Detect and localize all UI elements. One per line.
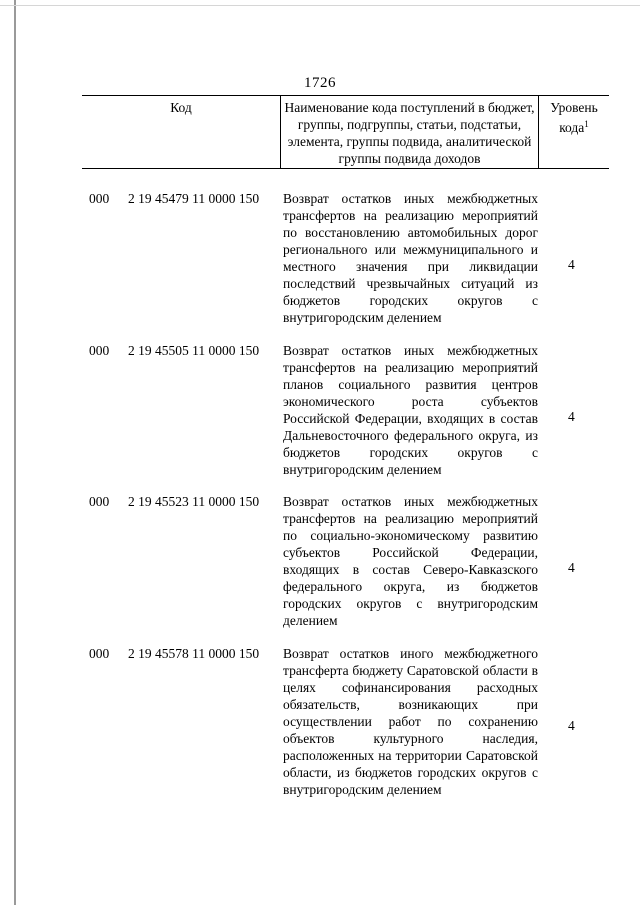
row-code: 2 19 45479 11 0000 150 [128,191,260,206]
page-number: 1726 [304,75,336,91]
page-top-edge [0,5,640,6]
row-prefix: 000 [89,343,110,358]
row-level: 4 [568,560,575,575]
row-description: Возврат остатков иного межбюджетного трансферта бюджету Саратовской области в целях софинансирования расходных обязательств, возникающих при осуществлении работ по сохранению объектов культурного наследия, расположенных на территории Саратовской области, из бюджетов городских округов с внутригородским делением [283,646,538,797]
row-prefix: 000 [89,646,110,661]
row-level: 4 [568,257,575,272]
row-description: Возврат остатков иных межбюджетных трансфертов на реализацию мероприятий планов социального развития центров экономического роста субъектов Российской Федерации, входящих в состав Дальневосточного федерального округа, из бюджетов городских округов с внутригородским делением [283,343,538,477]
header-level-label: Уровень кода [550,100,598,135]
row-description: Возврат остатков иных межбюджетных трансфертов на реализацию мероприятий по восстановлению автомобильных дорог регионального или межмуниципального и местного значения при ликвидации последствий чрезвычайных ситуаций из бюджетов городских округов с внутригородским делением [283,191,538,325]
row-description: Возврат остатков иных межбюджетных трансфертов на реализацию мероприятий по социально-экономическому развитию субъектов Российской Федерации, входящих в состав Северо-Кавказского федерального округа, из бюджетов городских округов с внутригородским делением [283,494,538,628]
page-edge-shadow [14,0,16,905]
row-prefix: 000 [89,191,110,206]
row-code: 2 19 45523 11 0000 150 [128,494,260,509]
table-header [82,95,609,169]
header-code: Код [170,100,192,115]
header-level [538,96,609,168]
header-level-footnote: 1 [584,119,589,129]
row-prefix: 000 [89,494,110,509]
row-code: 2 19 45578 11 0000 150 [128,646,260,661]
header-name: Наименование кода поступлений в бюджет, группы, подгруппы, статьи, подстатьи, элемента, группы подвида, аналитической группы подвида доходов [280,96,538,168]
row-code: 2 19 45505 11 0000 150 [128,343,260,358]
row-level: 4 [568,718,575,733]
row-level: 4 [568,409,575,424]
